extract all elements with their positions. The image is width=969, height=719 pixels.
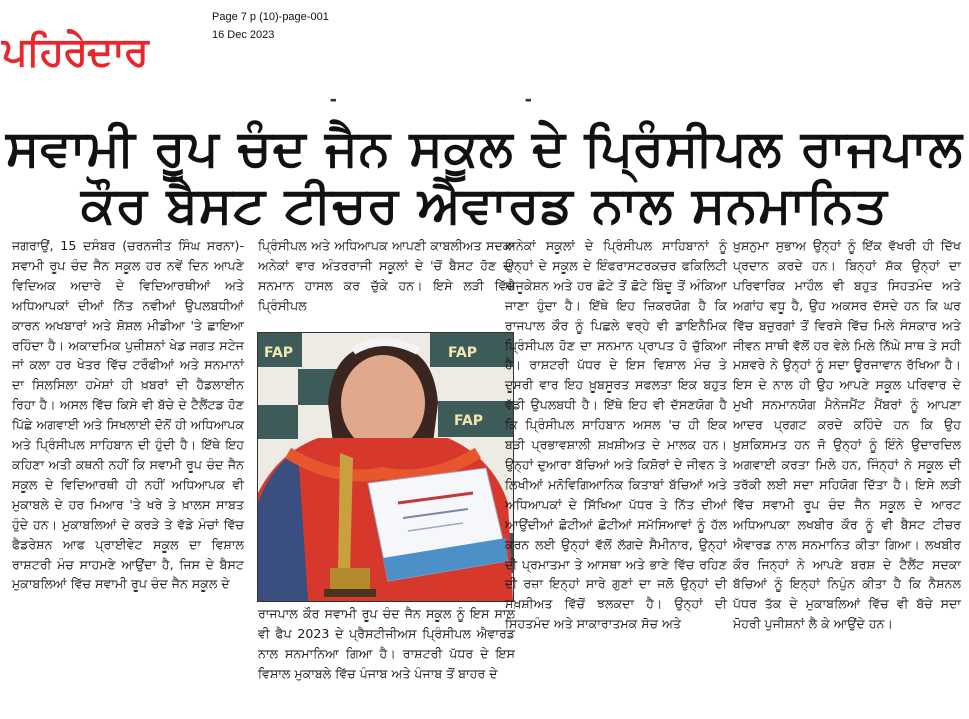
headline (0, 120, 969, 234)
masthead-logo: ਪਹਿਰੇਦਾਰ (2, 29, 148, 75)
article-column-4 (733, 236, 961, 634)
award-photo (257, 332, 514, 602)
article-column-2 (258, 236, 515, 316)
registration-mark: ▬ (525, 96, 532, 104)
article-column-1 (12, 236, 244, 594)
fap-logo: FAP (448, 345, 478, 361)
article-text: ਅਨੇਕਾਂ ਸਕੂਲਾਂ ਦੇ ਪ੍ਰਿੰਸੀਪਲ ਸਾਹਿਬਾਨਾਂ ਨੂੰ ਉਨ੍ਹਾਂ ਦੇ ਸਕੂਲ ਦੇ ਇੰਫਰਾਸਟਰਕਚਰ ਫਕਿਲਿਟੀ ਐਜੂਕੇਸ਼ਨ ਅਤੇ ਹਰ ਛੋਟੇ ਤੋਂ ਛੋਟੇ ਬਿੰਦੂ ਤੋਂ ਅੰਕਿਆ ਜਾਣਾ ਹੁੰਦਾ ਹੈ। ਇੱਥੇ ਇਹ ਜ਼ਿਕਰਯੋਗ ਹੈ ਕਿ ਰਾਜਪਾਲ ਕੌਰ ਨੂੰ ਪਿਛਲੇ ਵਰ੍ਹੇ ਵੀ ਡਾਇਨੈਮਿਕ ਪ੍ਰਿੰਸੀਪਲ ਹੋਣ ਦਾ ਸਨਮਾਨ ਪ੍ਰਾਪਤ ਹੋ ਚੁੱਕਿਆ ਹੈ। ਰਾਸ਼ਟਰੀ ਪੱਧਰ ਦੇ ਇਸ ਵਿਸ਼ਾਲ ਮੰਚ ਤੇ ਦੂਸਰੀ ਵਾਰ ਇਹ ਖ਼ੂਬਸੂਰਤ ਸਫਲਤਾ ਇਕ ਬਹੁਤ ਵੱਡੀ ਉਪਲਬਧੀ ਹੈ। ਇੱਥੇ ਇਹ ਵੀ ਦੱਸਣਯੋਗ ਹੈ ਕਿ ਪ੍ਰਿੰਸੀਪਲ ਸਾਹਿਬਾਨ ਅਸਲ 'ਚ ਹੀ ਇਕ ਬੜੀ ਪ੍ਰਭਾਵਸ਼ਾਲੀ ਸ਼ਖ਼ਸ਼ੀਅਤ ਦੇ ਮਾਲਕ ਹਨ। ਉਨ੍ਹਾਂ ਦੁਆਰਾ ਬੱਚਿਆਂ ਅਤੇ ਕਿਸ਼ੋਰਾਂ ਦੇ ਜੀਵਨ ਤੇ ਲਿਖੀਆਂ ਮਨੋਵਿਗਿਆਨਿਕ ਕਿਤਾਬਾਂ ਬੱਚਿਆਂ ਅਤੇ ਅਧਿਆਪਕਾਂ ਦੇ ਸਿੱਖਿਆ ਪੱਧਰ ਤੇ ਨਿੱਤ ਦੀਆਂ ਆਉਂਦੀਆਂ ਛੋਟੀਆਂ ਛੋਟੀਆਂ ਸਮੱਸਿਆਵਾਂ ਨੂੰ ਹੱਲ ਕਰਨ ਲਈ ਉਨ੍ਹਾਂ ਵੱਲੋਂ ਲੱਗਦੇ ਸੈਮੀਨਾਰ, ਉਨ੍ਹਾਂ ਦੀ ਪ੍ਰਮਾਤਮਾ ਤੇ ਆਸਥਾ ਅਤੇ ਭਾਣੇ ਵਿੱਚ ਰਹਿਣ ਦੀ ਰਜ਼ਾ ਇਨ੍ਹਾਂ ਸਾਰੇ ਗੁਣਾਂ ਦਾ ਜਲੋ ਉਨ੍ਹਾਂ ਦੀ ਸਖ਼ਸ਼ੀਅਤ ਵਿੱਚੋਂ ਝਲਕਦਾ ਹੈ। ਉਨ੍ਹਾਂ ਦੀ ਸਿਹਤਮੰਦ ਅਤੇ ਸਾਕਾਰਾਤਮਕ ਸੋਚ ਅਤੇ (505, 238, 727, 632)
photo-caption (258, 604, 515, 684)
page-meta (212, 8, 329, 44)
page-label: Page 7 p (10)-page-001 (212, 11, 329, 23)
article-text: ਖ਼ੁਸ਼ਨੁਮਾ ਸੁਭਾਅ ਉਨ੍ਹਾਂ ਨੂੰ ਇੱਕ ਵੱਖਰੀ ਹੀ ਦਿੱਖ ਪ੍ਰਦਾਨ ਕਰਦੇ ਹਨ। ਬਿਨ੍ਹਾਂ ਸ਼ੱਕ ਉਨ੍ਹਾਂ ਦਾ ਪਰਿਵਾਰਿਕ ਮਾਹੌਲ ਵੀ ਬਹੁਤ ਸਿਹਤਮੰਦ ਅਤੇ ਅਗਾਂਹ ਵਧੂ ਹੈ, ਉਹ ਅਕਸਰ ਦੱਸਦੇ ਹਨ ਕਿ ਘਰ ਵਿੱਚ ਬਜ਼ੁਰਗਾਂ ਤੋਂ ਵਿਰਸੇ ਵਿੱਚ ਮਿਲੇ ਸੰਸਕਾਰ ਅਤੇ ਜੀਵਨ ਸਾਥੀ ਵੱਲੋਂ ਹਰ ਵੇਲੇ ਮਿਲੇ ਨਿੱਘੇ ਸਾਥ ਤੇ ਸਹੀ ਮਸ਼ਵਰੇ ਨੇ ਉਨ੍ਹਾਂ ਨੂੰ ਸਦਾ ਊਰਜਾਵਾਨ ਰੱਖਿਆ ਹੈ। ਇਸ ਦੇ ਨਾਲ ਹੀ ਉਹ ਆਪਣੇ ਸਕੂਲ ਪਰਿਵਾਰ ਦੇ ਮੁਖੀ ਸਨਮਾਨਯੋਗ ਮੈਨੇਜਮੈਂਟ ਮੈਂਬਰਾਂ ਨੂੰ ਆਪਣਾ ਆਦਰ ਪ੍ਰਗਟ ਕਰਦੇ ਕਹਿੰਦੇ ਹਨ ਕਿ ਉਹ ਖ਼ੁਸ਼ਕਿਸਮਤ ਹਨ ਜੋ ਉਨ੍ਹਾਂ ਨੂੰ ਇੰਨੇ ਉਦਾਰਦਿਲ ਅਗਵਾਈ ਕਰਤਾ ਮਿਲੇ ਹਨ, ਜਿੰਨ੍ਹਾਂ ਨੇ ਸਕੂਲ ਦੀ ਤਰੱਕੀ ਲਈ ਸਦਾ ਸਹਿਯੋਗ ਦਿੱਤਾ ਹੈ। ਇਸੇ ਲੜੀ ਵਿੱਚ ਸਵਾਮੀ ਰੂਪ ਚੰਦ ਜੈਨ ਸਕੂਲ ਦੇ ਆਰਟ ਅਧਿਆਪਕਾ ਲਖਬੀਰ ਕੌਰ ਨੂੰ ਵੀ ਬੈਸਟ ਟੀਚਰ ਐਵਾਰਡ ਨਾਲ ਸਨਮਾਨਿਤ ਕੀਤਾ ਗਿਆ। ਲਖਬੀਰ ਕੌਰ ਜਿਨ੍ਹਾਂ ਨੇ ਆਪਣੇ ਬਰਸ਼ ਦੇ ਟੈਲੈਂਟ ਸਦਕਾ ਬੱਚਿਆਂ ਨੂੰ ਇਨ੍ਹਾਂ ਨਿਪੁੰਨ ਕੀਤਾ ਹੈ ਕਿ ਨੈਸ਼ਨਲ ਪੱਧਰ ਤੱਕ ਦੇ ਮੁਕਾਬਲਿਆਂ ਵਿੱਚ ਵੀ ਬੱਚੇ ਸਦਾ ਮੋਹਰੀ ਪੁਜੀਸ਼ਨਾਂ ਲੈ ਕੇ ਆਉਂਦੇ ਹਨ। (733, 238, 961, 632)
registration-mark: ▬ (330, 96, 337, 104)
article-column-3 (505, 236, 727, 634)
page-date: 16 Dec 2023 (212, 29, 275, 41)
certificate (368, 468, 508, 581)
award-photo-image (258, 333, 513, 601)
headline-line-1: ਸਵਾਮੀ ਰੂਪ ਚੰਦ ਜੈਨ ਸਕੂਲ ਦੇ ਪ੍ਰਿੰਸੀਪਲ ਰਾਜਪਾਲ (6, 119, 963, 177)
headline-line-2: ਕੌਰ ਬੈਸਟ ਟੀਚਰ ਐਵਾਰਡ ਨਾਲ ਸਨਮਾਨਿਤ (81, 176, 888, 234)
caption-text: ਰਾਜਪਾਲ ਕੌਰ ਸਵਾਮੀ ਰੂਪ ਚੰਦ ਜੈਨ ਸਕੂਲ ਨੂੰ ਇਸ ਸਾਲ ਵੀ ਫੈਪ 2023 ਦੇ ਪ੍ਰੈਸਟੀਜੀਅਸ ਪ੍ਰਿੰਸੀਪਲ ਐਵਾਰਡ ਨਾਲ ਸਨਮਾਨਿਆ ਗਿਆ ਹੈ। ਰਾਸ਼ਟਰੀ ਪੱਧਰ ਦੇ ਇਸ ਵਿਸ਼ਾਲ ਮੁਕਾਬਲੇ ਵਿੱਚ ਪੰਜਾਬ ਅਤੇ ਪੰਜਾਬ ਤੋਂ ਬਾਹਰ ਦੇ (258, 606, 515, 681)
fap-logo: FAP (264, 345, 294, 361)
newspaper-masthead (2, 30, 207, 74)
article-text: ਜਗਰਾਉਂ, 15 ਦਸੰਬਰ (ਚਰਨਜੀਤ ਸਿੰਘ ਸਰਨਾ)-ਸਵਾਮੀ ਰੂਪ ਚੰਦ ਜੈਨ ਸਕੂਲ ਹਰ ਨਵੇਂ ਦਿਨ ਆਪਣੇ ਵਿਦਿਅਕ ਅਦਾਰੇ ਦੇ ਵਿਦਿਆਰਥੀਆਂ ਅਤੇ ਅਧਿਆਪਕਾਂ ਦੀਆਂ ਨਿੱਤ ਨਵੀਆਂ ਉਪਲਬਧੀਆਂ ਕਾਰਨ ਅਖਬਾਰਾਂ ਅਤੇ ਸ਼ੋਸ਼ਲ ਮੀਡੀਆ 'ਤੇ ਛਾਇਆ ਰਹਿੰਦਾ ਹੈ। ਅਕਾਦਮਿਕ ਪੁਜ਼ੀਸ਼ਨਾਂ ਖੇਡ ਜਗਤ ਸਟੇਜ ਜਾਂ ਕਲਾ ਹਰ ਖੇਤਰ ਵਿੱਚ ਟਰੌਫੀਆਂ ਅਤੇ ਸਨਮਾਨਾਂ ਦਾ ਸਿਲਸਿਲਾ ਹਮੇਸ਼ਾਂ ਹੀ ਖ਼ਬਰਾਂ ਦੀ ਹੈਡਲਾਈਨ ਰਿਹਾ ਹੈ। ਅਸਲ ਵਿੱਚ ਕਿਸੇ ਵੀ ਬੱਚੇ ਦੇ ਟੈਲੈਂਟਡ ਹੋਣ ਪਿੱਛੇ ਅਗਵਾਈ ਅਤੇ ਸਿਖਲਾਈ ਦੋਨੋਂ ਹੀ ਅਧਿਆਪਕ ਅਤੇ ਪ੍ਰਿੰਸੀਪਲ ਸਾਹਿਬਾਨ ਦੀ ਹੁੰਦੀ ਹੈ। ਇੱਥੇ ਇਹ ਕਹਿਣਾ ਅਤੀ ਕਥਨੀ ਨਹੀਂ ਕਿ ਸਵਾਮੀ ਰੂਪ ਚੰਦ ਜੈਨ ਸਕੂਲ ਦੇ ਵਿਦਿਆਰਥੀ ਹੀ ਨਹੀਂ ਅਧਿਆਪਕ ਵੀ ਮੁਕਾਬਲੇ ਦੇ ਹਰ ਮਿਆਰ 'ਤੇ ਖਰੇ ਤੇ ਖ਼ਾਲਸ ਸਾਬਤ ਹੁੰਦੇ ਹਨ। ਮੁਕਾਬਲਿਆਂ ਦੇ ਕਰੜੇ ਤੇ ਵੱਡੇ ਮੰਚਾਂ ਵਿੱਚ ਫੈਡਰੇਸ਼ਨ ਆਫ ਪ੍ਰਾਈਵੇਟ ਸਕੂਲ ਦਾ ਵਿਸ਼ਾਲ ਰਾਸ਼ਟਰੀ ਮੰਚ ਸਾਹਮਣੇ ਆਉਂਦਾ ਹੈ, ਜਿਸ ਦੇ ਬੈਸਟ ਮੁਕਾਬਲਿਆਂ ਵਿੱਚ ਸਵਾਮੀ ਰੂਪ ਚੰਦ ਜੈਨ ਸਕੂਲ ਦੇ (12, 238, 244, 592)
fap-logo: FAP (454, 413, 484, 429)
article-text: ਪ੍ਰਿੰਸੀਪਲ ਅਤੇ ਅਧਿਆਪਕ ਆਪਣੀ ਕਾਬਲੀਅਤ ਸਦਕਾ ਅਨੇਕਾਂ ਵਾਰ ਅੰਤਰਰਾਜੀ ਸਕੂਲਾਂ ਦੇ 'ਚੋਂ ਬੈਸਟ ਹੋਣ ਦਾ ਸਨਮਾਨ ਹਾਸਲ ਕਰ ਚੁੱਕੇ ਹਨ। ਇਸੇ ਲੜੀ ਵਿੱਚ ਪ੍ਰਿੰਸੀਪਲ (258, 238, 515, 313)
